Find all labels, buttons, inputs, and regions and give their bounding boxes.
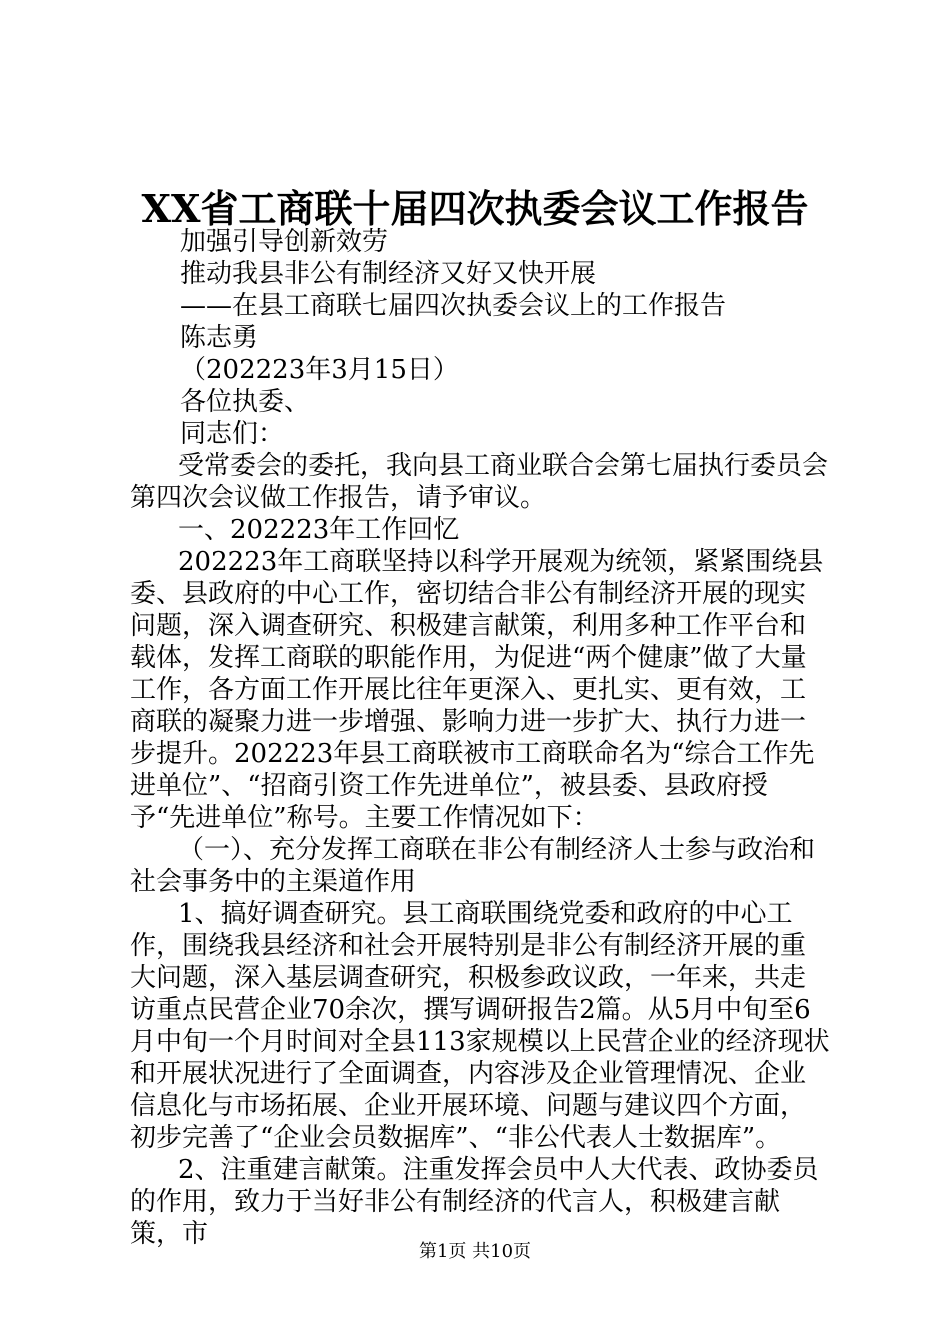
- salutation-line: 同志们：: [180, 419, 285, 449]
- body-paragraph: 1、搞好调查研究。县工商联围绕党委和政府的中心工作，围绕我县经济和社会开展特别是非公有制经济开展的重大问题，深入基层调查研究，积极参政议政，一年来，共走访重点民营企业70余次，撰写调研报告2篇。从5月中旬至6月中旬一个月时间对全县113家规模以上民营企业的经济现状和开展状况进行了全面调查，内容涉及企业管理情况、企业信息化与市场拓展、企业开展环境、问题与建议四个方面，初步完善了“企业会员数据库”、“非公代表人士数据库”。: [130, 899, 830, 1153]
- salutation-line: 各位执委、: [180, 387, 311, 417]
- subsection-heading: （一）、充分发挥工商联在非公有制经济人士参与政治和社会事务中的主渠道作用: [130, 835, 816, 897]
- body-paragraph: 受常委会的委托，我向县工商业联合会第七届执行委员会第四次会议做工作报告，请予审议。: [130, 451, 829, 513]
- page-number: 第1页 共10页: [418, 1241, 532, 1262]
- subtitle-line: 推动我县非公有制经济又好又快开展: [180, 259, 597, 289]
- author-name: 陈志勇: [180, 323, 259, 353]
- body-paragraph: 2、注重建言献策。注重发挥会员中人大代表、政协委员的作用，致力于当好非公有制经济的代言人，积极建言献策，市: [130, 1155, 819, 1249]
- section-heading: 一、202223年工作回忆: [178, 515, 460, 545]
- report-date: （202223年3月15日）: [180, 355, 459, 385]
- subtitle-line: 加强引导创新效劳: [180, 227, 389, 257]
- document-title: XX省工商联十届四次执委会议工作报告: [141, 186, 809, 231]
- document-body: [130, 226, 830, 1250]
- subtitle-line: ——在县工商联七届四次执委会议上的工作报告: [180, 291, 727, 321]
- body-paragraph: 202223年工商联坚持以科学开展观为统领，紧紧围绕县委、县政府的中心工作，密切结合非公有制经济开展的现实问题，深入调查研究、积极建言献策，利用多种工作平台和载体，发挥工商联的职能作用，为促进“两个健康”做了大量工作，各方面工作开展比往年更深入、更扎实、更有效，工商联的凝聚力进一步增强、影响力进一步扩大、执行力进一步提升。202223年县工商联被市工商联命名为“综合工作先进单位”、“招商引资工作先进单位”，被县委、县政府授予“先进单位”称号。主要工作情况如下：: [130, 547, 824, 833]
